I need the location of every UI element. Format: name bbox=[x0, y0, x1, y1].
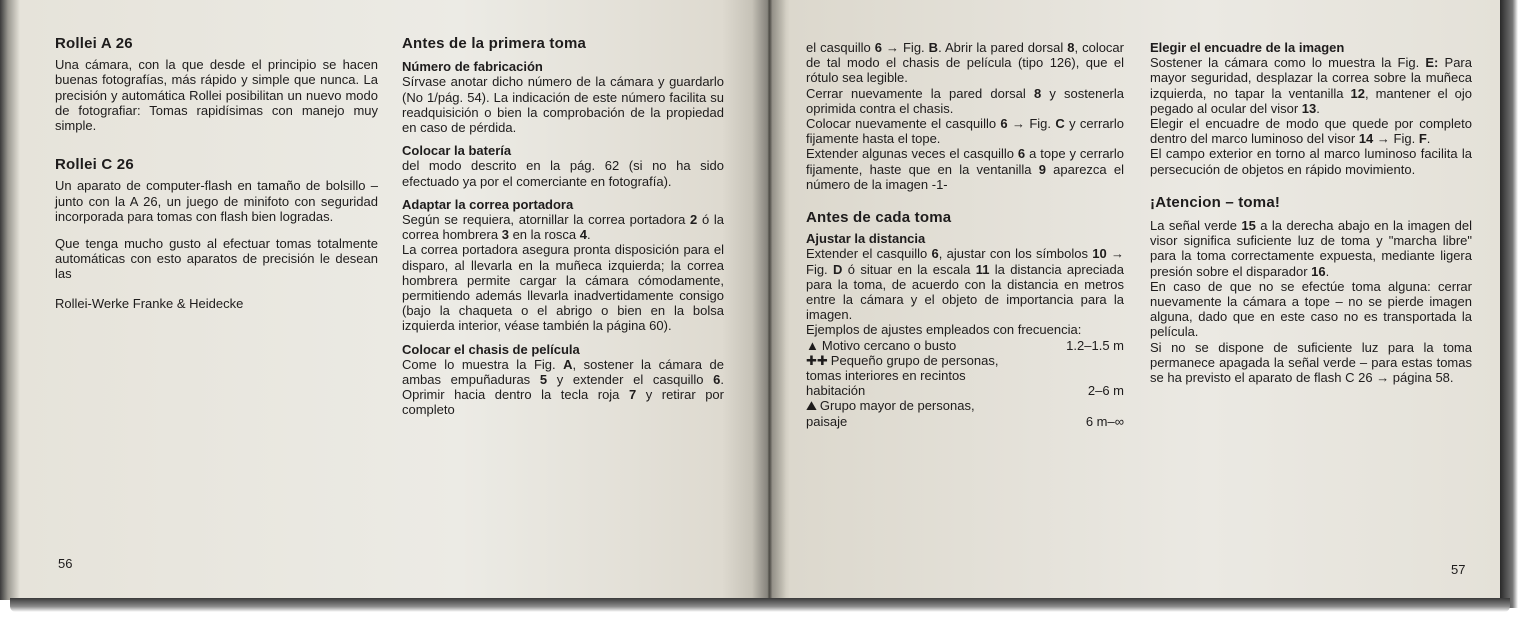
frame-text-1: Sostener la cámara como lo muestra la Fig. E: Para mayor seguridad, desplazar la correa sobre la muñeca izquierda, no tapar la ventanilla 12, mantener el ojo pegado al ocular del visor 13. bbox=[1150, 55, 1472, 116]
chassis-text-1: el casquillo 6 → Fig. B. Abrir la pared dorsal 8, colocar de tal modo el chasis de película (tipo 126), que el rótulo sea legible. bbox=[806, 40, 1124, 86]
chassis-text-4: Extender algunas veces el casquillo 6 a tope y cerrarlo fijamente, haste que en la ventanilla 9 aparezca el número de la imagen -1- bbox=[806, 146, 1125, 192]
left-page bbox=[0, 0, 768, 600]
strap-text-2: La correa portadora asegura pronta disposición para el disparo, al llevarla en la muñeca izquierda; la correa hombrera permite cargar la cámara cómodamente, permitiendo además llevarla inadvertidamente consigo (bajo la chaqueta o el abrigo o bien en la bolsa izquierda interior, véase también la página 60). bbox=[402, 242, 724, 334]
example-value: 6 m–∞ bbox=[1085, 413, 1124, 429]
chassis-text-2: Cerrar nuevamente la pared dorsal 8 y sostenerla oprimida contra el chasis. bbox=[806, 85, 1124, 116]
right-column-1 bbox=[806, 40, 1124, 429]
serial-number-text: Sírvase anotar dicho número de la cámara y guardarlo (No 1/pág. 54). La indicación de este número facilita su readquisición o bien la comprobación de la propiedad en caso de pérdida. bbox=[402, 74, 724, 136]
example-label: paisaje bbox=[806, 413, 848, 429]
page-number-right: 57 bbox=[1451, 562, 1466, 577]
attention-text-2: En caso de que no se efectúe toma alguna: cerrar nuevamente la cámara a tope – no se pierde imagen alguna, dado que en este caso no es transportada la película. bbox=[1150, 278, 1472, 340]
rollei-c26-heading: Rollei C 26 bbox=[55, 156, 134, 174]
landscape-mountain-icon: ⛰ bbox=[806, 398, 817, 414]
example-label: tomas interiores en recintos bbox=[806, 368, 966, 384]
battery-heading: Colocar la batería bbox=[402, 143, 512, 159]
example-row-small-group bbox=[806, 353, 1124, 399]
wish-text: Que tenga mucho gusto al efectuar tomas totalmente automáticas con esto aparatos de precisión le desean las bbox=[55, 236, 378, 282]
attention-text-3: Si no se dispone de suficiente luz para la toma permanece apagada la señal verde – para estas tomas se ha previsto el aparato de flash C 26 → página 58. bbox=[1150, 339, 1472, 386]
frame-heading: Elegir el encuadre de la imagen bbox=[1150, 40, 1345, 55]
rollei-a26-text: Una cámara, con la que desde el principio se hacen buenas fotografías, más rápido y simple que nunca. La precisión y automática Rollei posibilitan un nuevo modo de fotografiar: Tomas rapidísimas con manejo muy simple. bbox=[55, 57, 378, 134]
distance-heading: Ajustar la distancia bbox=[806, 231, 926, 247]
battery-text: del modo descrito en la pág. 62 (si no ha sido efectuado ya por el comerciante en fotografía). bbox=[402, 158, 724, 189]
person-bust-icon: ▲ bbox=[806, 337, 819, 353]
examples-intro: Ejemplos de ajustes empleados con frecuencia: bbox=[806, 322, 1082, 338]
strap-heading: Adaptar la correa portadora bbox=[402, 196, 574, 212]
frame-text-2: Elegir el encuadre de modo que quede por completo dentro del marco luminoso del visor 14 → Fig. F. bbox=[1150, 116, 1472, 147]
chassis-text-3: Colocar nuevamente el casquillo 6 → Fig. C y cerrarlo fijamente hasta el tope. bbox=[806, 116, 1124, 147]
frame-text-3: El campo exterior en torno al marco luminoso facilita la persecución de objetos en rápido movimiento. bbox=[1150, 146, 1472, 177]
small-group-icon: ✚✚ bbox=[806, 352, 828, 368]
page-edge-shadow bbox=[1500, 0, 1518, 608]
page-number-left: 56 bbox=[58, 556, 73, 571]
distance-text: Extender el casquillo 6, ajustar con los símbolos 10 → Fig. D ó situar en la escala 11 la distancia apreciada para la toma, de acuerdo con la distancia en metros entre la cámara y el objeto de importancia para la imagen. bbox=[806, 246, 1124, 323]
serial-number-heading: Número de fabricación bbox=[402, 59, 543, 75]
example-label: Motivo cercano o busto bbox=[821, 337, 957, 353]
right-column-2 bbox=[1150, 40, 1472, 385]
rollei-a26-heading: Rollei A 26 bbox=[55, 35, 133, 52]
each-shot-heading: Antes de cada toma bbox=[806, 209, 952, 227]
right-page bbox=[768, 0, 1502, 600]
book-bottom-shadow bbox=[10, 598, 1510, 612]
attention-heading: ¡Atencion – toma! bbox=[1150, 193, 1281, 211]
example-value: 2–6 m bbox=[1087, 383, 1124, 399]
example-label: habitación bbox=[806, 383, 866, 399]
rollei-c26-text: Un aparato de computer-flash en tamaño de bolsillo – junto con la A 26, un juego de minifoto con seguridad incorporada para tomas con flash bien logradas. bbox=[55, 178, 378, 224]
film-heading: Colocar el chasis de película bbox=[402, 341, 580, 357]
signature: Rollei-Werke Franke & Heidecke bbox=[55, 295, 244, 311]
first-shot-heading: Antes de la primera toma bbox=[402, 35, 587, 52]
example-label: Pequeño grupo de personas, bbox=[830, 352, 999, 368]
example-row-close bbox=[806, 338, 1124, 353]
example-label: Grupo mayor de personas, bbox=[819, 398, 975, 414]
film-text: Come lo muestra la Fig. A, sostener la cámara de ambas empuñaduras 5 y extender el casquillo 6. Oprimir hacia dentro la tecla roja 7 y retirar por completo bbox=[402, 356, 724, 418]
book-gutter-shadow bbox=[752, 0, 786, 600]
example-value: 1.2–1.5 m bbox=[1066, 337, 1124, 353]
left-column-2 bbox=[402, 36, 724, 418]
attention-text-1: La señal verde 15 a la derecha abajo en la imagen del visor significa suficiente luz de toma y "marcha libre" para la toma correctamente expuesta, mediante ligera presión sobre el disparador 16. bbox=[1150, 218, 1472, 279]
left-column-1 bbox=[55, 36, 378, 311]
strap-text-1: Según se requiera, atornillar la correa portadora 2 ó la correa hombrera 3 en la rosca 4. bbox=[402, 212, 724, 243]
example-row-large-group bbox=[806, 398, 1124, 428]
